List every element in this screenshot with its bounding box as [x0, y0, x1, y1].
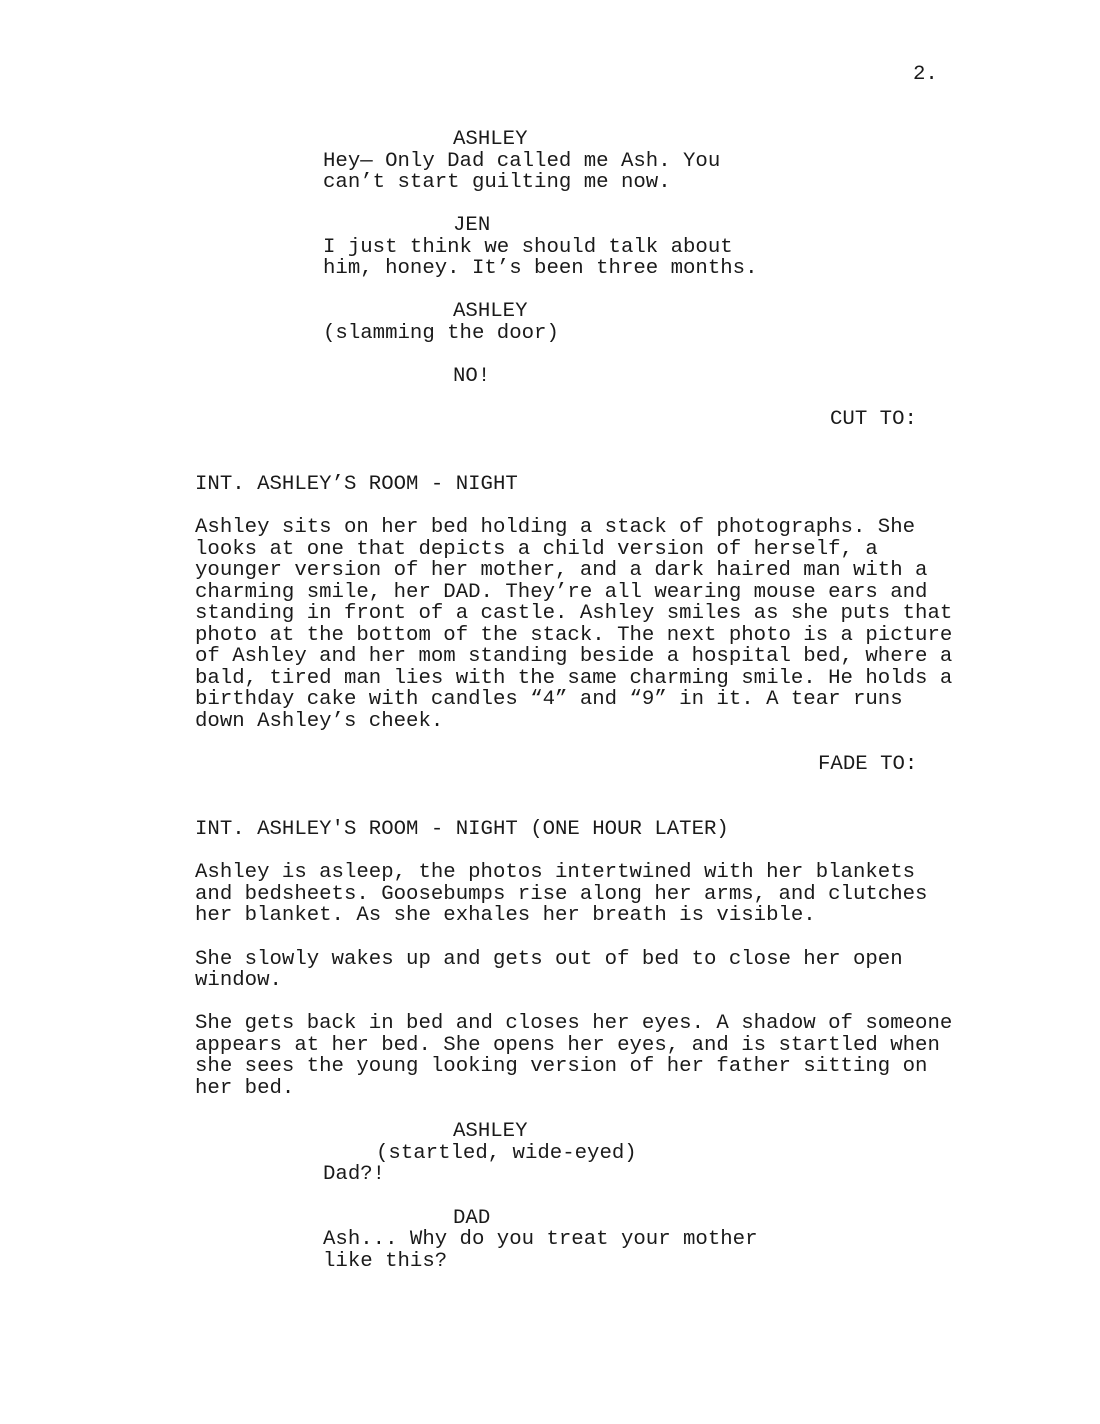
action-line: Ashley sits on her bed holding a stack of photographs. She [195, 516, 916, 539]
action-line: looks at one that depicts a child version of herself, a [195, 538, 878, 561]
action-line: her bed. [195, 1077, 295, 1100]
action-line: Ashley is asleep, the photos intertwined with her blankets [195, 861, 916, 884]
dialogue-line: like this? [323, 1250, 448, 1273]
action-line: birthday cake with candles “4” and “9” in it. A tear runs [195, 688, 903, 711]
action-line: appears at her bed. She opens her eyes, and is startled when [195, 1034, 940, 1057]
parenthetical: (startled, wide-eyed) [376, 1142, 637, 1165]
action-line: photo at the bottom of the stack. The next photo is a picture [195, 624, 953, 647]
action-line: She slowly wakes up and gets out of bed to close her open [195, 948, 903, 971]
action-line: of Ashley and her mom standing beside a hospital bed, where a [195, 645, 953, 668]
action-line: charming smile, her DAD. They’re all wearing mouse ears and [195, 581, 928, 604]
action-line: her blanket. As she exhales her breath is visible. [195, 904, 816, 927]
page-number: 2. [913, 63, 938, 86]
dialogue-line: can’t start guilting me now. [323, 171, 671, 194]
action-line: younger version of her mother, and a dark haired man with a [195, 559, 928, 582]
character-name: DAD [453, 1207, 491, 1230]
dialogue-line: I just think we should talk about [323, 236, 733, 259]
dialogue-line: Dad?! [323, 1163, 386, 1186]
character-name: ASHLEY [453, 1120, 528, 1143]
action-line: window. [195, 969, 282, 992]
scene-heading: INT. ASHLEY'S ROOM - NIGHT (ONE HOUR LATER) [195, 818, 729, 841]
dialogue-line: him, honey. It’s been three months. [323, 257, 758, 280]
character-name: ASHLEY [453, 300, 528, 323]
action-line: She gets back in bed and closes her eyes. A shadow of someone [195, 1012, 953, 1035]
action-line: down Ashley’s cheek. [195, 710, 444, 733]
transition: FADE TO: [818, 753, 918, 776]
transition: CUT TO: [830, 408, 917, 431]
action-line: standing in front of a castle. Ashley smiles as she puts that [195, 602, 953, 625]
dialogue-line: NO! [453, 365, 491, 388]
dialogue-line: Hey— Only Dad called me Ash. You [323, 150, 721, 173]
character-name: JEN [453, 214, 491, 237]
character-name: ASHLEY [453, 128, 528, 151]
scene-heading: INT. ASHLEY’S ROOM - NIGHT [195, 473, 518, 496]
action-line: bald, tired man lies with the same charming smile. He holds a [195, 667, 953, 690]
action-line: and bedsheets. Goosebumps rise along her arms, and clutches [195, 883, 928, 906]
action-line: she sees the young looking version of her father sitting on [195, 1055, 928, 1078]
dialogue-line: Ash... Why do you treat your mother [323, 1228, 758, 1251]
parenthetical: (slamming the door) [323, 322, 559, 345]
